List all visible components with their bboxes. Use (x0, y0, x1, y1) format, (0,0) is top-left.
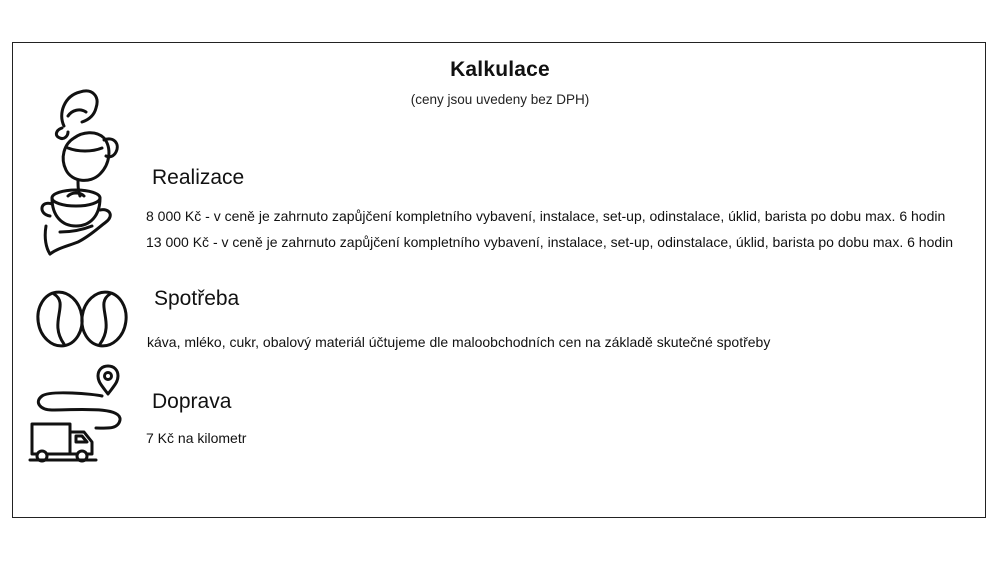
section-heading-spotreba: Spotřeba (154, 287, 240, 310)
page-subtitle: (ceny jsou uvedeny bez DPH) (410, 92, 590, 107)
calculation-card (12, 42, 986, 518)
latte-pouring-icon (34, 86, 126, 256)
realizace-line-1: 8 000 Kč - v ceně je zahrnuto zapůjčení kompletního vybavení, instalace, set-up, odinstalace, úklid, barista po dobu max. 6 hodin (146, 208, 946, 224)
page-title: Kalkulace (450, 58, 550, 81)
doprava-line-1: 7 Kč na kilometr (146, 430, 247, 446)
section-heading-doprava: Doprava (152, 390, 232, 413)
section-heading-realizace: Realizace (152, 166, 245, 189)
spotreba-line-1: káva, mléko, cukr, obalový materiál účtujeme dle maloobchodních cen na základě skutečné spotřeby (147, 334, 771, 350)
coffee-beans-icon (34, 288, 130, 350)
realizace-line-2: 13 000 Kč - v ceně je zahrnuto zapůjčení kompletního vybavení, instalace, set-up, odinstalace, úklid, barista po dobu max. 6 hodin (146, 234, 954, 250)
delivery-truck-route-icon (26, 364, 126, 468)
